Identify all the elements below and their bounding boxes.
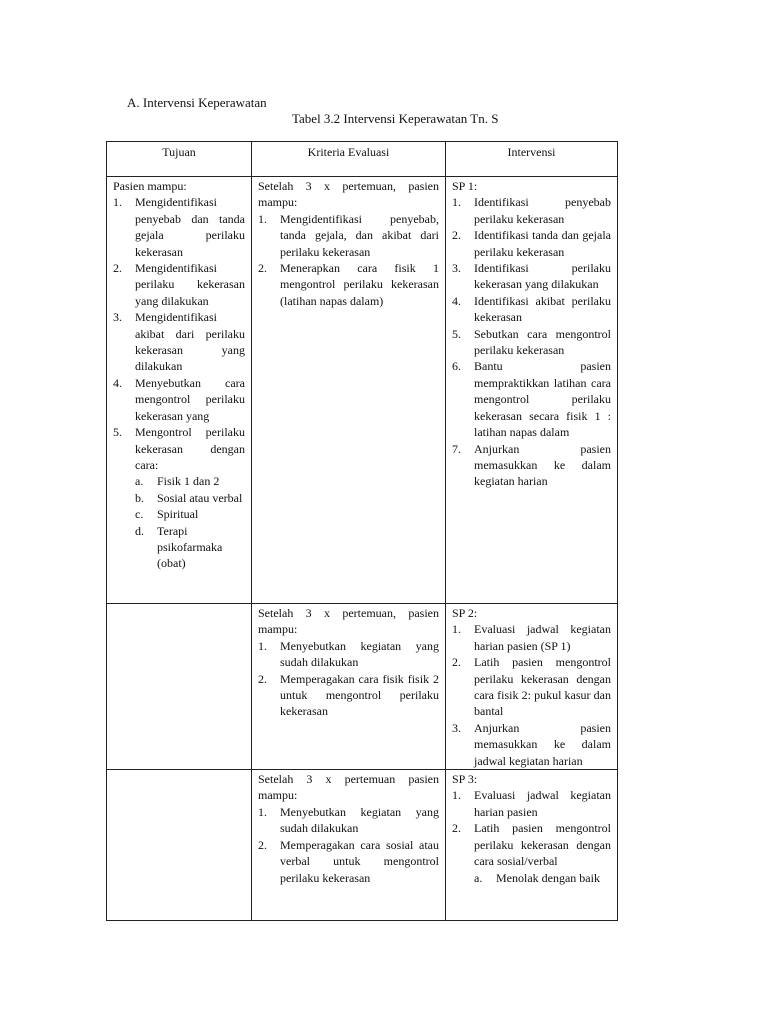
intervensi-list [452, 194, 611, 489]
intervensi-cell [446, 604, 618, 770]
tujuan-cell [107, 177, 252, 604]
list-item: 1. Mengidentifikasi penyebab, tanda gejala, dan akibat dari perilaku kekerasan [258, 211, 439, 259]
list-item: 2. Menerapkan cara fisik 1 mengontrol perilaku kekerasan (latihan napas dalam) [258, 261, 439, 308]
list-item: 7. Anjurkan pasien memasukkan ke dalam kegiatan harian [452, 441, 611, 489]
list-item: 2. Memperagakan cara sosial atau verbal untuk mengontrol perilaku kekerasan [258, 837, 439, 885]
kriteria-list [258, 638, 439, 720]
sub-list-item: d. Terapi psikofarmaka (obat) [135, 523, 223, 571]
list-item: 2. Latih pasien mengontrol perilaku kekerasan dengan cara fisik 2: pukul kasur dan bantal [452, 655, 611, 719]
intervensi-list [452, 621, 611, 769]
table-header-row [107, 142, 618, 177]
kriteria-list [258, 804, 439, 886]
kriteria-intro: Setelah 3 x pertemuan pasien mampu: [258, 772, 439, 803]
list-item: 1. Evaluasi jadwal kegiatan harian pasien [452, 788, 611, 819]
header-kriteria: Kriteria Evaluasi [252, 142, 446, 177]
intervensi-sublist [474, 870, 611, 886]
list-item: 4. Menyebutkan cara mengontrol perilaku kekerasan yang [113, 375, 245, 423]
sub-list-item: c. Spiritual [135, 507, 199, 522]
sub-list-item: a. Menolak dengan baik [474, 870, 600, 885]
tujuan-cell [107, 604, 252, 770]
kriteria-cell [252, 770, 446, 921]
list-item: 1. Menyebutkan kegiatan yang sudah dilakukan [258, 804, 439, 836]
list-item: 6. Bantu pasien mempraktikkan latihan cara mengontrol perilaku kekerasan secara fisik 1 : latihan napas dalam [452, 359, 611, 440]
list-item: 2. Identifikasi tanda dan gejala perilaku kekerasan [452, 228, 611, 259]
tujuan-intro: Pasien mampu: [113, 179, 187, 193]
header-tujuan: Tujuan [107, 142, 252, 177]
intervensi-cell [446, 770, 618, 921]
list-item: 3. Anjurkan pasien memasukkan ke dalam jadwal kegiatan harian [452, 720, 611, 768]
list-item: 1. Menyebutkan kegiatan yang sudah dilakukan [258, 638, 439, 670]
sub-list-item: a. Fisik 1 dan 2 [135, 474, 220, 489]
header-intervensi: Intervensi [446, 142, 618, 177]
intervensi-cell [446, 177, 618, 604]
list-item: 1. Evaluasi jadwal kegiatan harian pasien (SP 1) [452, 622, 611, 653]
kriteria-list [258, 211, 439, 309]
table-row [107, 177, 618, 604]
intervention-table [106, 141, 618, 921]
sp-title: SP 2: [452, 606, 478, 620]
list-item: 1. Mengidentifikasi penyebab dan tanda gejala perilaku kekerasan [113, 195, 245, 259]
tujuan-list [113, 194, 245, 571]
tujuan-cell [107, 770, 252, 921]
list-item: 2. Mengidentifikasi perilaku kekerasan yang dilakukan [113, 261, 245, 308]
kriteria-intro: Setelah 3 x pertemuan, pasien mampu: [258, 606, 439, 637]
table-row [107, 604, 618, 770]
table-row [107, 770, 618, 921]
sp-title: SP 3: [452, 772, 478, 787]
sp-title: SP 1: [452, 179, 478, 193]
sub-list-item: b. Sosial atau verbal [135, 490, 243, 505]
intervensi-list [452, 787, 611, 885]
list-item: 3. Identifikasi perilaku kekerasan yang dilakukan [452, 261, 611, 292]
table-caption: Tabel 3.2 Intervensi Keperawatan Tn. S [292, 111, 499, 126]
kriteria-cell [252, 177, 446, 604]
list-item: 2. Memperagakan cara fisik fisik 2 untuk mengontrol perilaku kekerasan [258, 671, 439, 719]
kriteria-intro: Setelah 3 x pertemuan, pasien mampu: [258, 179, 439, 210]
list-item: 2. Latih pasien mengontrol perilaku kekerasan dengan cara sosial/verbal a. Menolak dengan baik [452, 821, 611, 885]
list-item: 5. Mengontrol perilaku kekerasan dengan cara: a. Fisik 1 dan 2 b. Sosial atau verbal c. Spiritual d. Terapi psikofarmaka (obat) [113, 425, 245, 571]
tujuan-sublist [135, 473, 245, 571]
kriteria-cell [252, 604, 446, 770]
list-item: 4. Identifikasi akibat perilaku kekerasan [452, 293, 611, 325]
list-item: 3. Mengidentifikasi akibat dari perilaku kekerasan yang dilakukan [113, 310, 245, 374]
section-heading: A. Intervensi Keperawatan [127, 95, 267, 110]
list-item: 1. Identifikasi penyebab perilaku kekerasan [452, 195, 611, 226]
list-item: 5. Sebutkan cara mengontrol perilaku kekerasan [452, 326, 611, 358]
